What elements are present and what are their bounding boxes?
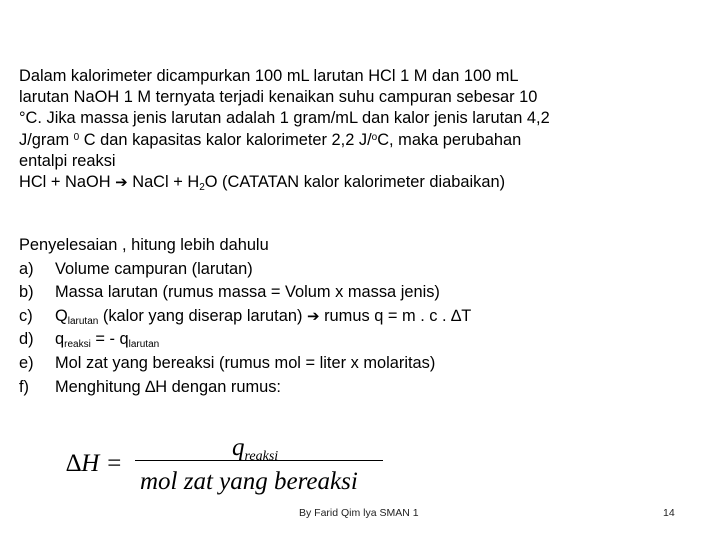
superscript: o <box>371 131 378 143</box>
step-text: Volume campuran (larutan) <box>55 259 253 278</box>
formula-numerator <box>232 434 278 462</box>
list-marker: b) <box>19 283 34 302</box>
step-text: T <box>461 306 472 325</box>
list-item <box>19 258 709 282</box>
step-text: Massa larutan (rumus massa = Volum x massa jenis) <box>55 283 440 302</box>
problem-text: J/gram <box>19 130 74 149</box>
right-arrow-icon: ➔ <box>115 173 128 192</box>
formula-lhs-text: H = <box>81 450 123 477</box>
list-marker: d) <box>19 330 34 349</box>
superscript: 0 <box>73 131 80 143</box>
subscript: larutan <box>128 339 160 351</box>
step-text: Mol zat yang bereaksi (rumus mol = liter x molaritas) <box>55 353 436 372</box>
list-marker: a) <box>19 259 34 278</box>
problem-line: larutan NaOH 1 M ternyata terjadi kenaikan suhu campuran sebesar 10 <box>19 88 538 107</box>
problem-statement <box>19 66 709 193</box>
delta-symbol: ∆ <box>66 450 82 477</box>
step-text <box>55 305 471 329</box>
step-text: (kalor yang diserap larutan) <box>98 306 307 325</box>
reactants: HCl + NaOH <box>19 173 116 192</box>
formula-denominator: mol zat yang bereaksi <box>140 468 358 495</box>
steps-list <box>19 258 709 400</box>
list-item <box>19 376 709 400</box>
list-marker: c) <box>19 306 33 325</box>
step-text: H dengan rumus: <box>155 377 281 396</box>
solution-intro: Penyelesaian , hitung lebih dahulu <box>19 236 269 254</box>
delta-symbol: ∆ <box>145 377 156 396</box>
numerator-subscript: reaksi <box>244 449 279 464</box>
list-item <box>19 305 709 329</box>
reaction-equation <box>19 172 709 193</box>
enthalpy-formula <box>66 432 396 502</box>
list-item <box>19 328 709 352</box>
products: O (CATATAN kalor kalorimeter diabaikan) <box>204 173 506 192</box>
list-item <box>19 281 709 305</box>
products: NaCl + H <box>127 173 200 192</box>
solution-section <box>19 234 709 399</box>
right-arrow-icon: ➔ <box>306 306 320 325</box>
subscript: 2 <box>199 182 205 194</box>
fraction-bar <box>135 460 383 461</box>
symbol: q <box>55 330 65 349</box>
subscript: larutan <box>67 315 99 327</box>
list-marker: f) <box>19 377 30 396</box>
step-text: = - q <box>90 330 129 349</box>
step-text: Menghitung <box>55 377 146 396</box>
symbol: Q <box>55 306 68 325</box>
list-marker: e) <box>19 353 34 372</box>
problem-line: Dalam kalorimeter dicampurkan 100 mL larutan HCl 1 M dan 100 mL <box>19 67 519 85</box>
problem-text: C dan kapasitas kalor kalorimeter 2,2 J/ <box>79 130 372 149</box>
problem-line <box>19 130 709 151</box>
list-item <box>19 352 709 376</box>
problem-line: °C. Jika massa jenis larutan adalah 1 gram/mL dan kalor jenis larutan 4,2 <box>19 109 550 128</box>
problem-text: C, maka perubahan <box>377 130 522 149</box>
numerator-symbol: q <box>232 434 245 461</box>
subscript: reaksi <box>64 339 91 351</box>
step-text <box>55 328 159 352</box>
footer-credit: By Farid Qim lya SMAN 1 <box>299 507 419 519</box>
step-text <box>55 376 281 400</box>
delta-symbol: ∆ <box>451 306 462 325</box>
problem-line: entalpi reaksi <box>19 151 116 170</box>
step-text: rumus q = m . c . <box>319 306 452 325</box>
formula-lhs <box>66 450 122 478</box>
page-number: 14 <box>663 507 675 519</box>
